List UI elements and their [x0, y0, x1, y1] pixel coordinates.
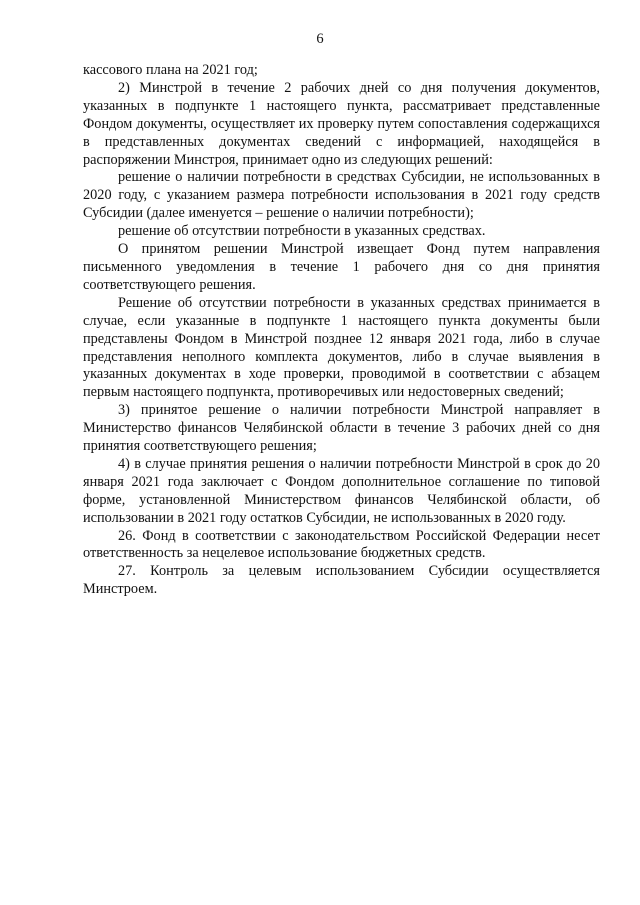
paragraph-continuation: кассового плана на 2021 год; — [83, 62, 258, 78]
paragraph-decision-no-need: решение об отсутствии потребности в указанных средствах. — [118, 223, 486, 240]
paragraph-subitem-2: 2) Минстрой в течение 2 рабочих дней со дня получения документов, указанных в подпункте 1 настоящего пункта, рассматривает представленные Фондом документы, осуществляет их проверку путем сопоставления содержащихся в представленных документах сведений с информацией, находящейся в распоряжении Минстроя, принимает одно из следующих решений: — [83, 79, 600, 168]
paragraph-item-27: 27. Контроль за целевым использованием Субсидии осуществляется Минстроем. — [83, 563, 600, 598]
paragraph-item-26: 26. Фонд в соответствии с законодательством Российской Федерации несет ответственность за нецелевое использование бюджетных средств. — [83, 527, 600, 562]
paragraph-decision-need: решение о наличии потребности в средствах Субсидии, не использованных в 2020 году, с указанием размера потребности использования в 2021 году средств Субсидии (далее именуется – решение о наличии потребности); — [83, 169, 600, 222]
document-body — [83, 62, 600, 599]
paragraph-notification: О принятом решении Минстрой извещает Фонд путем направления письменного уведомления в течение 1 рабочего дня со дня принятия соответствующего решения. — [83, 241, 600, 293]
paragraph-subitem-3: 3) принятое решение о наличии потребности Минстрой направляет в Министерство финансов Челябинской области в течение 3 рабочих дней со дня принятия соответствующего решения; — [83, 402, 600, 455]
paragraph-subitem-4: 4) в случае принятия решения о наличии потребности Минстрой в срок до 20 января 2021 года заключает с Фондом дополнительное соглашение по типовой форме, установленной Министерством финансов Челябинской области, об использовании в 2021 году остатков Субсидии, не использованных в 2020 году. — [83, 455, 600, 526]
page-number: 6 — [316, 31, 324, 47]
paragraph-refusal-conditions: Решение об отсутствии потребности в указанных средствах принимается в случае, если указанные в подпункте 1 настоящего пункта документы были представлены Фондом в Минстрой позднее 12 января 2021 года, либо в случае представления неполного комплекта документов, либо в случае выявления в указанных документах в ходе проверки, проводимой в соответствии с абзацем первым настоящего подпункта, противоречивых или недостоверных сведений; — [83, 294, 600, 401]
